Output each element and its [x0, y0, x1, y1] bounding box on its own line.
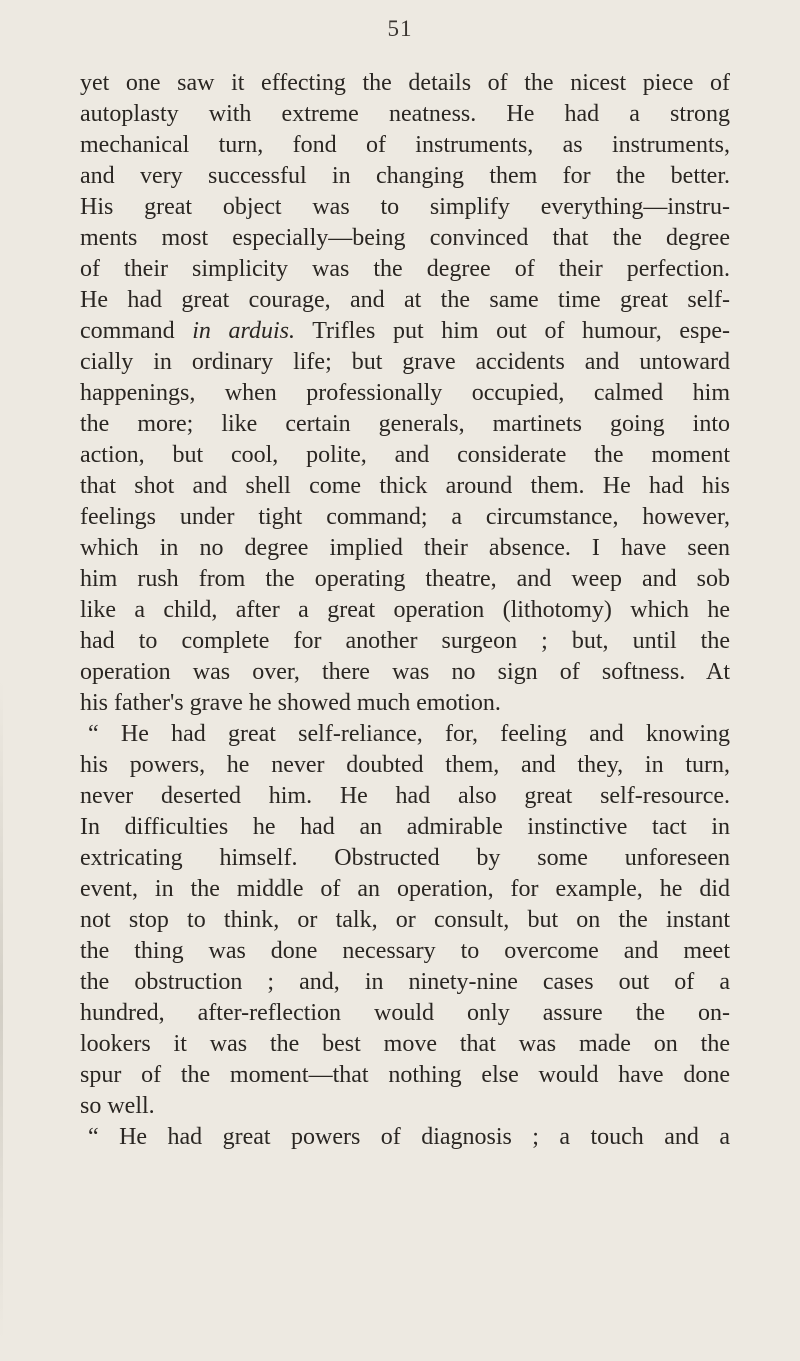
text-line: hundred, after-reflection would only assure the on- — [80, 1000, 730, 1026]
page-number: 51 — [387, 16, 413, 41]
text-line: feelings under tight command; a circumstance, however, — [80, 504, 730, 530]
text-line: His great object was to simplify everything—instru- — [80, 194, 730, 220]
text-line: him rush from the operating theatre, and weep and sob — [80, 566, 730, 592]
body-text — [80, 68, 730, 1153]
text-line: that shot and shell come thick around them. He had his — [80, 473, 730, 499]
text-line: the thing was done necessary to overcome and meet — [80, 938, 730, 964]
text-line: mechanical turn, fond of instruments, as instruments, — [80, 132, 730, 158]
text-line: autoplasty with extreme neatness. He had a strong — [80, 101, 730, 127]
text-line: “ He had great self-reliance, for, feeling and knowing — [88, 721, 730, 747]
text-line: the obstruction ; and, in ninety-nine cases out of a — [80, 969, 730, 995]
text-line: had to complete for another surgeon ; but, until the — [80, 628, 730, 654]
text-line: extricating himself. Obstructed by some unforeseen — [80, 845, 730, 871]
page-edge-shading — [0, 680, 3, 1340]
text-line: “ He had great powers of diagnosis ; a touch and a — [88, 1124, 730, 1150]
text-line: action, but cool, polite, and considerate the moment — [80, 442, 730, 468]
text-segment: Trifles put him out of humour, espe- — [312, 318, 731, 344]
text-line: his father's grave he showed much emotion. — [80, 690, 501, 716]
text-line: ments most especially—being convinced that the degree — [80, 225, 730, 251]
text-line: which in no degree implied their absence. I have seen — [80, 535, 730, 561]
text-line: lookers it was the best move that was made on the — [80, 1031, 730, 1057]
text-line: yet one saw it effecting the details of the nicest piece of — [80, 70, 730, 96]
text-line: happenings, when professionally occupied, calmed him — [80, 380, 730, 406]
text-line: and very successful in changing them for the better. — [80, 163, 730, 189]
text-line: of their simplicity was the degree of their perfection. — [80, 256, 730, 282]
text-line: his powers, he never doubted them, and they, in turn, — [80, 752, 730, 778]
text-line: He had great courage, and at the same time great self- — [80, 287, 730, 313]
text-line: never deserted him. He had also great self-resource. — [80, 783, 730, 809]
text-line: like a child, after a great operation (lithotomy) which he — [80, 597, 730, 623]
text-line: cially in ordinary life; but grave accidents and untoward — [80, 349, 730, 375]
text-line-mixed — [80, 316, 730, 347]
text-segment: command — [80, 318, 175, 344]
text-line: so well. — [80, 1093, 155, 1119]
text-line: the more; like certain generals, martinets going into — [80, 411, 730, 437]
text-line: not stop to think, or talk, or consult, but on the instant — [80, 907, 730, 933]
italic-phrase: in arduis. — [192, 318, 296, 344]
text-line: In difficulties he had an admirable instinctive tact in — [80, 814, 730, 840]
text-line: event, in the middle of an operation, for example, he did — [80, 876, 730, 902]
text-line: operation was over, there was no sign of softness. At — [80, 659, 730, 685]
text-line: spur of the moment—that nothing else would have done — [80, 1062, 730, 1088]
